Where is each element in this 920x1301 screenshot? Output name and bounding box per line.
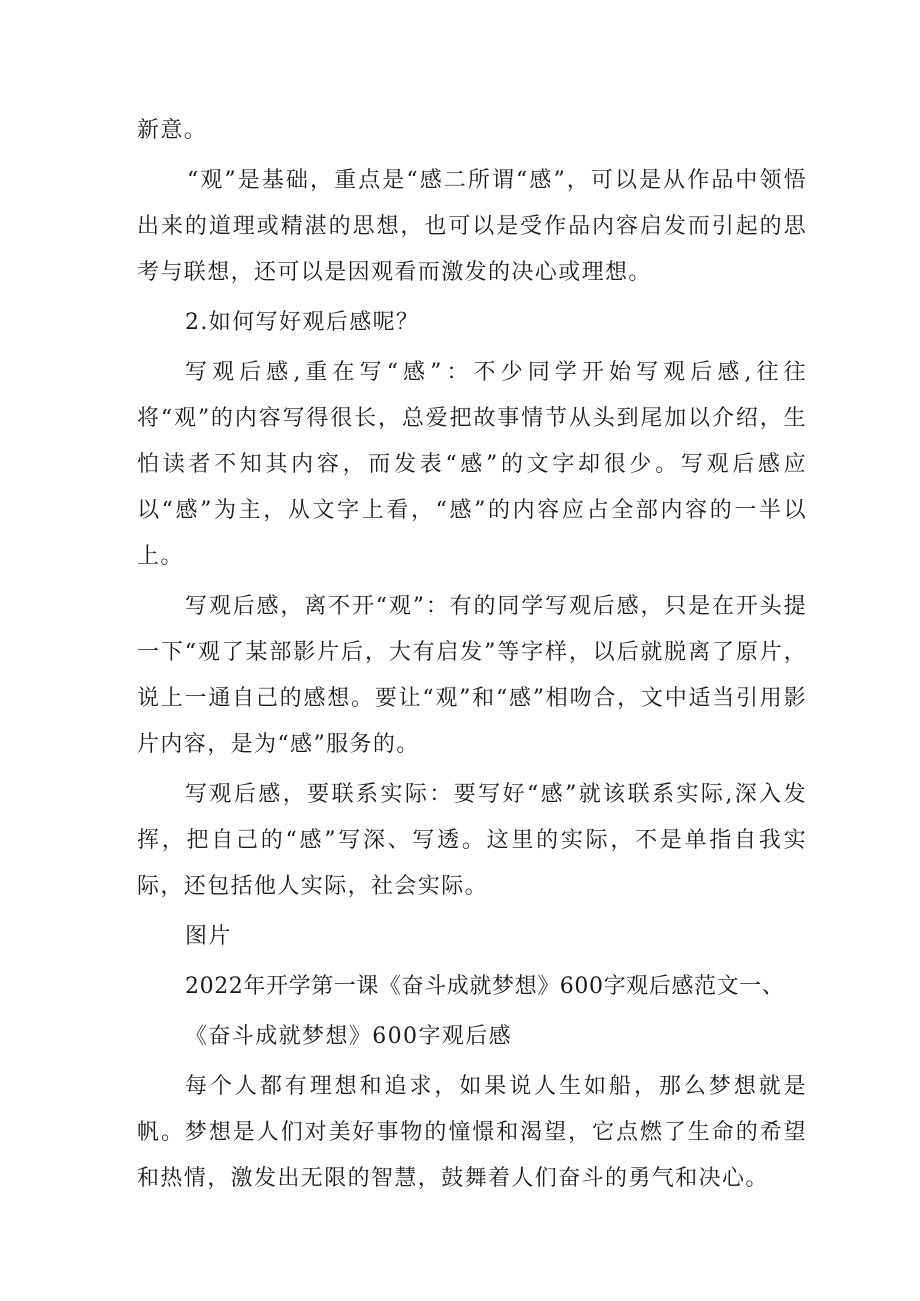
paragraph-dream-sail: 每个人都有理想和追求，如果说人生如船，那么梦想就是帆。梦想是人们对美好事物的憧憬和渴望，它点燃了生命的希望和热情，激发出无限的智慧，鼓舞着人们奋斗的勇气和决心。 — [137, 1074, 807, 1191]
paragraph-focus-on-gan: 写观后感,重在写“感”：不少同学开始写观后感,往往将“观”的内容写得很长，总爱把故事情节从头到尾加以介绍，生怕读者不知其内容，而发表“感”的文字却很少。写观后感应以“感”为主，从文字上看，“感”的内容应占全部内容的一半以上。 — [137, 360, 807, 569]
article-title-line-1: 2022年开学第一课《奋斗成就梦想》600字观后感范文一、 — [185, 974, 785, 999]
paragraph-continuation: 新意。 — [137, 118, 208, 143]
paragraph-connect-reality: 写观后感，要联系实际：要写好“感”就该联系实际,深入发挥，把自己的“感”写深、写透。这里的实际，不是单指自我实际，还包括他人实际，社会实际。 — [137, 782, 807, 899]
paragraph-not-without-guan: 写观后感，离不开“观”：有的同学写观后感，只是在开头提一下“观了某部影片后，大有启发”等字样，以后就脱离了原片，说上一通自己的感想。要让“观”和“感”相吻合，文中适当引用影片内容，是为“感”服务的。 — [137, 594, 807, 757]
image-placeholder-label: 图片 — [185, 924, 232, 949]
section-heading-how-to-write: 2.如何写好观后感呢？ — [185, 310, 420, 335]
article-title-line-2: 《奋斗成就梦想》600字观后感 — [185, 1024, 512, 1049]
document-page — [137, 108, 807, 1202]
paragraph-guan-gan-definition: “观”是基础，重点是“感二所谓“感”，可以是从作品中领悟出来的道理或精湛的思想，也可以是受作品内容启发而引起的思考与联想，还可以是因观看而激发的决心或理想。 — [137, 168, 807, 285]
